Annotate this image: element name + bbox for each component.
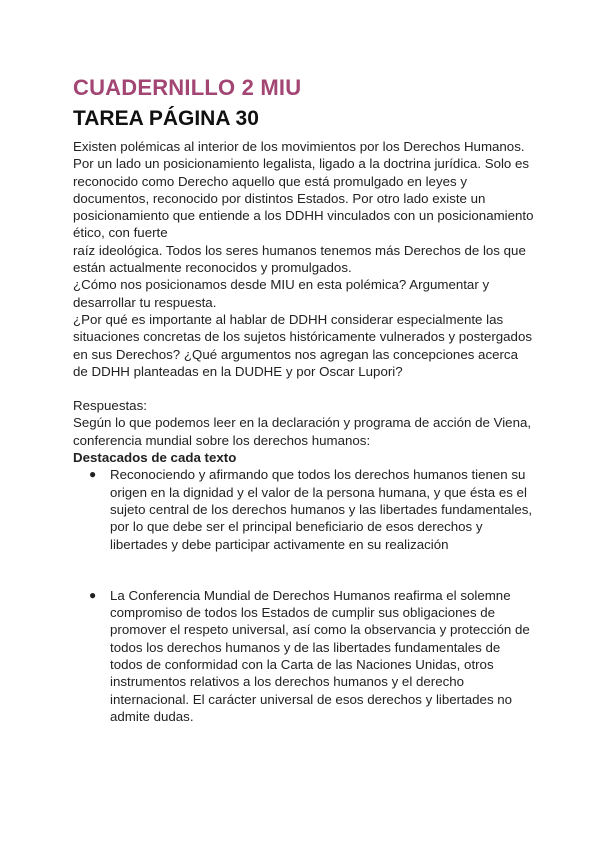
- answers-intro-line: conferencia mundial sobre los derechos humanos:: [73, 432, 371, 448]
- highlights-heading: Destacados de cada texto: [73, 450, 237, 466]
- intro-line: posicionamiento que entiende a los DDHH vinculados con un posicionamiento: [73, 208, 534, 224]
- bullet-line: La Conferencia Mundial de Derechos Humanos reafirma el solemne: [110, 587, 511, 603]
- bullet-icon: ●: [89, 587, 97, 602]
- intro-line: raíz ideológica. Todos los seres humanos tenemos más Derechos de los que: [73, 242, 526, 258]
- bullet-line: origen en la dignidad y el valor de la persona humana, y que ésta es el: [110, 484, 527, 500]
- intro-line: ¿Cómo nos posicionamos desde MIU en esta polémica? Argumentar y: [73, 277, 490, 293]
- paragraph-gap: [73, 553, 533, 570]
- bullet-line: por lo que debe ser el principal beneficiario de esos derechos y: [110, 519, 483, 535]
- document-title: CUADERNILLO 2 MIU: [73, 75, 302, 100]
- intro-paragraph: [73, 138, 533, 380]
- intro-line: ético, con fuerte: [73, 225, 168, 241]
- intro-line: documentos, reconocido por distintos Estados. Por otro lado existe un: [73, 190, 486, 206]
- paragraph-gap: [73, 570, 533, 587]
- bullet-line: sujeto central de los derechos humanos y las libertades fundamentales,: [110, 501, 533, 517]
- bullet-line: instrumentos relativos a los derechos humanos y el derecho: [110, 674, 465, 690]
- intro-line: en sus Derechos? ¿Qué argumentos nos agregan las concepciones acerca: [73, 346, 518, 362]
- bullet-line: libertades y debe participar activamente en su realización: [110, 536, 449, 552]
- document-body: [73, 74, 533, 725]
- bullet-item: [73, 587, 533, 725]
- bullet-line: compromiso de todos los Estados de cumplir sus obligaciones de: [110, 605, 496, 621]
- intro-line: situaciones concretas de los sujetos históricamente vulnerados y postergados: [73, 329, 532, 345]
- intro-line: Existen polémicas al interior de los movimientos por los Derechos Humanos.: [73, 139, 525, 154]
- bullet-line: promover el respeto universal, así como la observancia y protección de: [110, 622, 530, 638]
- bullet-line: todos los derechos humanos y de las libertades fundamentales de: [110, 639, 501, 655]
- bullet-line: admite dudas.: [110, 708, 194, 724]
- intro-line: Por un lado un posicionamiento legalista, ligado a la doctrina jurídica. Solo es: [73, 156, 530, 172]
- bullet-line: todos de conformidad con la Carta de las Naciones Unidas, otros: [110, 657, 494, 673]
- intro-line: desarrollar tu respuesta.: [73, 294, 217, 310]
- intro-line: de DDHH planteadas en la DUDHE y por Oscar Lupori?: [73, 363, 403, 379]
- document-subtitle: TAREA PÁGINA 30: [73, 107, 259, 130]
- intro-line: están actualmente reconocidos y promulgados.: [73, 260, 352, 276]
- bullet-item: [73, 466, 533, 552]
- paragraph-gap: [73, 380, 533, 397]
- intro-line: reconocido como Derecho aquello que está promulgado en leyes y: [73, 173, 467, 189]
- answers-intro-line: Según lo que podemos leer en la declaración y programa de acción de Viena,: [73, 415, 532, 431]
- bullet-line: Reconociendo y afirmando que todos los derechos humanos tienen su: [110, 467, 526, 483]
- intro-line: ¿Por qué es importante al hablar de DDHH considerar especialmente las: [73, 311, 504, 327]
- bullet-icon: ●: [89, 467, 97, 482]
- bullet-line: internacional. El carácter universal de esos derechos y libertades no: [110, 691, 513, 707]
- answers-label: Respuestas:: [73, 398, 147, 414]
